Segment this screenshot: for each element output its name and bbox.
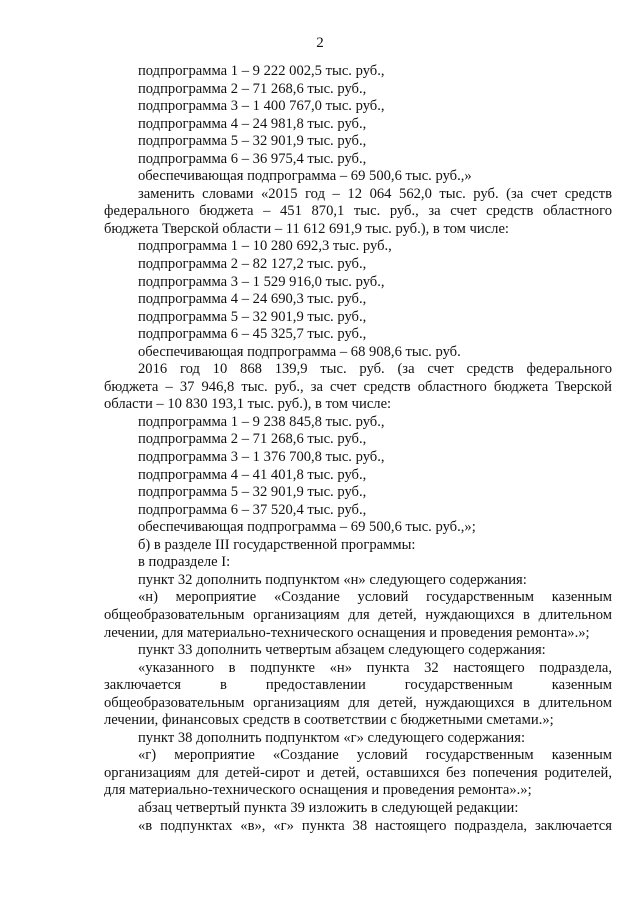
text-line: бюджета – 37 946,8 тыс. руб., за счет средств областного бюджета Тверской xyxy=(104,378,612,395)
text-line: подпрограмма 1 – 9 222 002,5 тыс. руб., xyxy=(138,63,385,79)
text-line: федерального бюджета – 451 870,1 тыс. руб., за счет средств областного xyxy=(104,203,612,220)
text-line: заменить словами «2015 год – 12 064 562,0 тыс. руб. (за счет средств xyxy=(138,185,612,202)
text-line: общеобразовательным организациям для детей, нуждающихся в длительном xyxy=(104,606,612,623)
text-line: обеспечивающая подпрограмма – 68 908,6 тыс. руб. xyxy=(138,343,461,360)
text-line: «в подпунктах «в», «г» пункта 38 настоящего подраздела, заключается xyxy=(138,817,612,834)
text-line: подпрограмма 6 – 45 325,7 тыс. руб., xyxy=(138,326,367,343)
text-line: для материально-технического оснащения и проведения ремонта».»; xyxy=(104,782,532,799)
text-line: подпрограмма 4 – 41 401,8 тыс. руб., xyxy=(138,466,367,483)
text-line: организациям для детей-сирот и детей, оставшихся без попечения родителей, xyxy=(104,764,612,781)
text-line: бюджета Тверской области – 11 612 691,9 тыс. руб.), в том числе: xyxy=(104,220,509,237)
text-line: подпрограмма 6 – 37 520,4 тыс. руб., xyxy=(138,501,367,518)
text-line: 2016 год 10 868 139,9 тыс. руб. (за счет средств федерального xyxy=(138,361,612,378)
text-line: обеспечивающая подпрограмма – 69 500,6 тыс. руб.,» xyxy=(138,168,472,185)
text-line: подпрограмма 1 – 10 280 692,3 тыс. руб., xyxy=(138,238,392,255)
text-line: подпрограмма 5 – 32 901,9 тыс. руб., xyxy=(138,484,367,501)
text-line: абзац четвертый пункта 39 изложить в следующей редакции: xyxy=(138,799,519,816)
text-line: подпрограмма 1 – 9 238 845,8 тыс. руб., xyxy=(138,413,385,430)
text-line: б) в разделе III государственной программы: xyxy=(138,536,416,553)
text-line: общеобразовательным организациям для детей, нуждающихся в длительном xyxy=(104,694,612,711)
text-line: заключается в предоставлении государственным казенным xyxy=(104,677,612,694)
text-line: подпрограмма 4 – 24 690,3 тыс. руб., xyxy=(138,291,367,308)
text-line: подпрограмма 5 – 32 901,9 тыс. руб., xyxy=(138,308,367,325)
text-line: пункт 38 дополнить подпунктом «г» следующего содержания: xyxy=(138,729,525,746)
text-line: подпрограмма 5 – 32 901,9 тыс. руб., xyxy=(138,133,367,150)
text-line: «указанного в подпункте «н» пункта 32 настоящего подраздела, xyxy=(138,659,612,676)
text-line: лечении, для материально-технического оснащения и проведения ремонта».»; xyxy=(104,624,590,641)
text-line: подпрограмма 2 – 71 268,6 тыс. руб., xyxy=(138,80,367,97)
text-line: подпрограмма 4 – 24 981,8 тыс. руб., xyxy=(138,115,367,132)
text-line: пункт 32 дополнить подпунктом «н» следующего содержания: xyxy=(138,571,527,588)
text-line: «н) мероприятие «Создание условий государственным казенным xyxy=(138,589,612,606)
text-line: в подразделе I: xyxy=(138,554,231,571)
text-line: подпрограмма 6 – 36 975,4 тыс. руб., xyxy=(138,150,367,167)
text-line: пункт 33 дополнить четвертым абзацем следующего содержания: xyxy=(138,642,546,659)
text-line: подпрограмма 2 – 71 268,6 тыс. руб., xyxy=(138,431,367,448)
text-line: области – 10 830 193,1 тыс. руб.), в том числе: xyxy=(104,396,392,413)
text-line: обеспечивающая подпрограмма – 69 500,6 тыс. руб.,»; xyxy=(138,519,476,536)
text-line: «г) мероприятие «Создание условий государственным казенным xyxy=(138,747,612,764)
text-line: подпрограмма 3 – 1 376 700,8 тыс. руб., xyxy=(138,449,385,466)
text-line: подпрограмма 2 – 82 127,2 тыс. руб., xyxy=(138,256,367,273)
document-body xyxy=(104,63,612,835)
text-line: подпрограмма 3 – 1 400 767,0 тыс. руб., xyxy=(138,98,385,115)
text-line: лечении, финансовых средств в соответствии с бюджетными сметами.»; xyxy=(104,712,554,729)
page-number: 2 xyxy=(316,35,324,51)
text-line: подпрограмма 3 – 1 529 916,0 тыс. руб., xyxy=(138,273,385,290)
